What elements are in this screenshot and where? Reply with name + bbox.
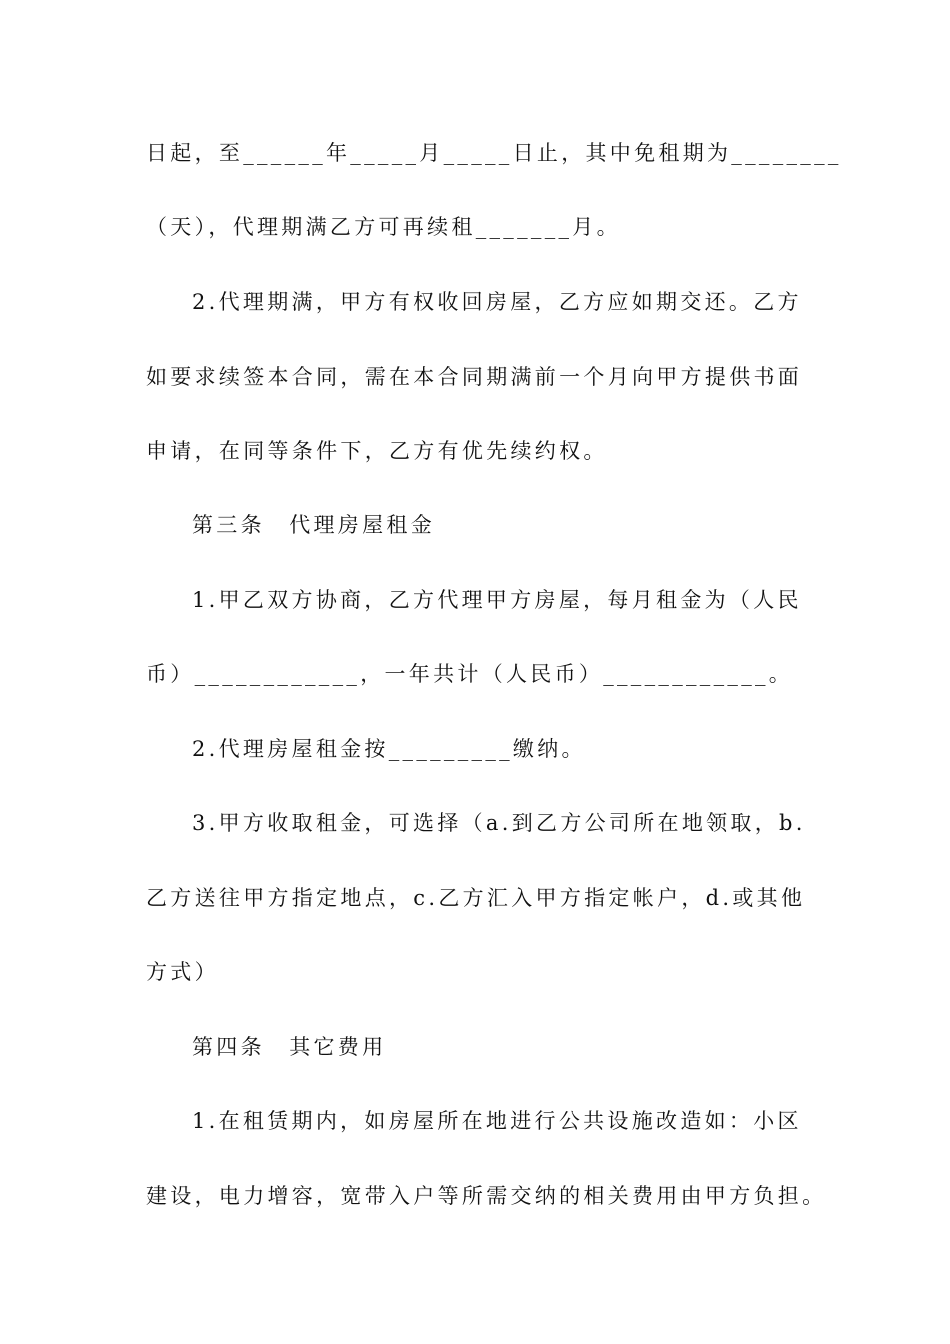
text-line-9: 2.代理房屋租金按_________缴纳。 [192,737,586,761]
text-line-7: 1.甲乙双方协商，乙方代理甲方房屋，每月租金为（人民 [192,588,802,612]
text-line-4: 如要求续签本合同，需在本合同期满前一个月向甲方提供书面 [146,365,803,389]
section-heading-3: 第三条 代理房屋租金 [192,513,435,537]
text-line-11: 乙方送往甲方指定地点，c.乙方汇入甲方指定帐户，d.或其他 [146,886,806,910]
text-line-5: 申请，在同等条件下，乙方有优先续约权。 [146,439,608,463]
text-line-10: 3.甲方收取租金，可选择（a.到乙方公司所在地领取，b. [192,811,806,835]
text-line-8: 币）____________，一年共计（人民币）____________。 [146,662,794,686]
text-line-2: （天），代理期满乙方可再续租_______月。 [146,215,621,239]
text-line-3: 2.代理期满，甲方有权收回房屋，乙方应如期交还。乙方 [192,290,802,314]
text-line-14: 1.在租赁期内，如房屋所在地进行公共设施改造如：小区 [192,1109,802,1133]
text-line-15: 建设，电力增容，宽带入户等所需交纳的相关费用由甲方负担。 [146,1184,827,1208]
text-line-1: 日起，至______年_____月_____日止，其中免租期为________ [146,141,842,165]
section-heading-4: 第四条 其它费用 [192,1035,387,1059]
text-line-12: 方式） [146,960,219,984]
